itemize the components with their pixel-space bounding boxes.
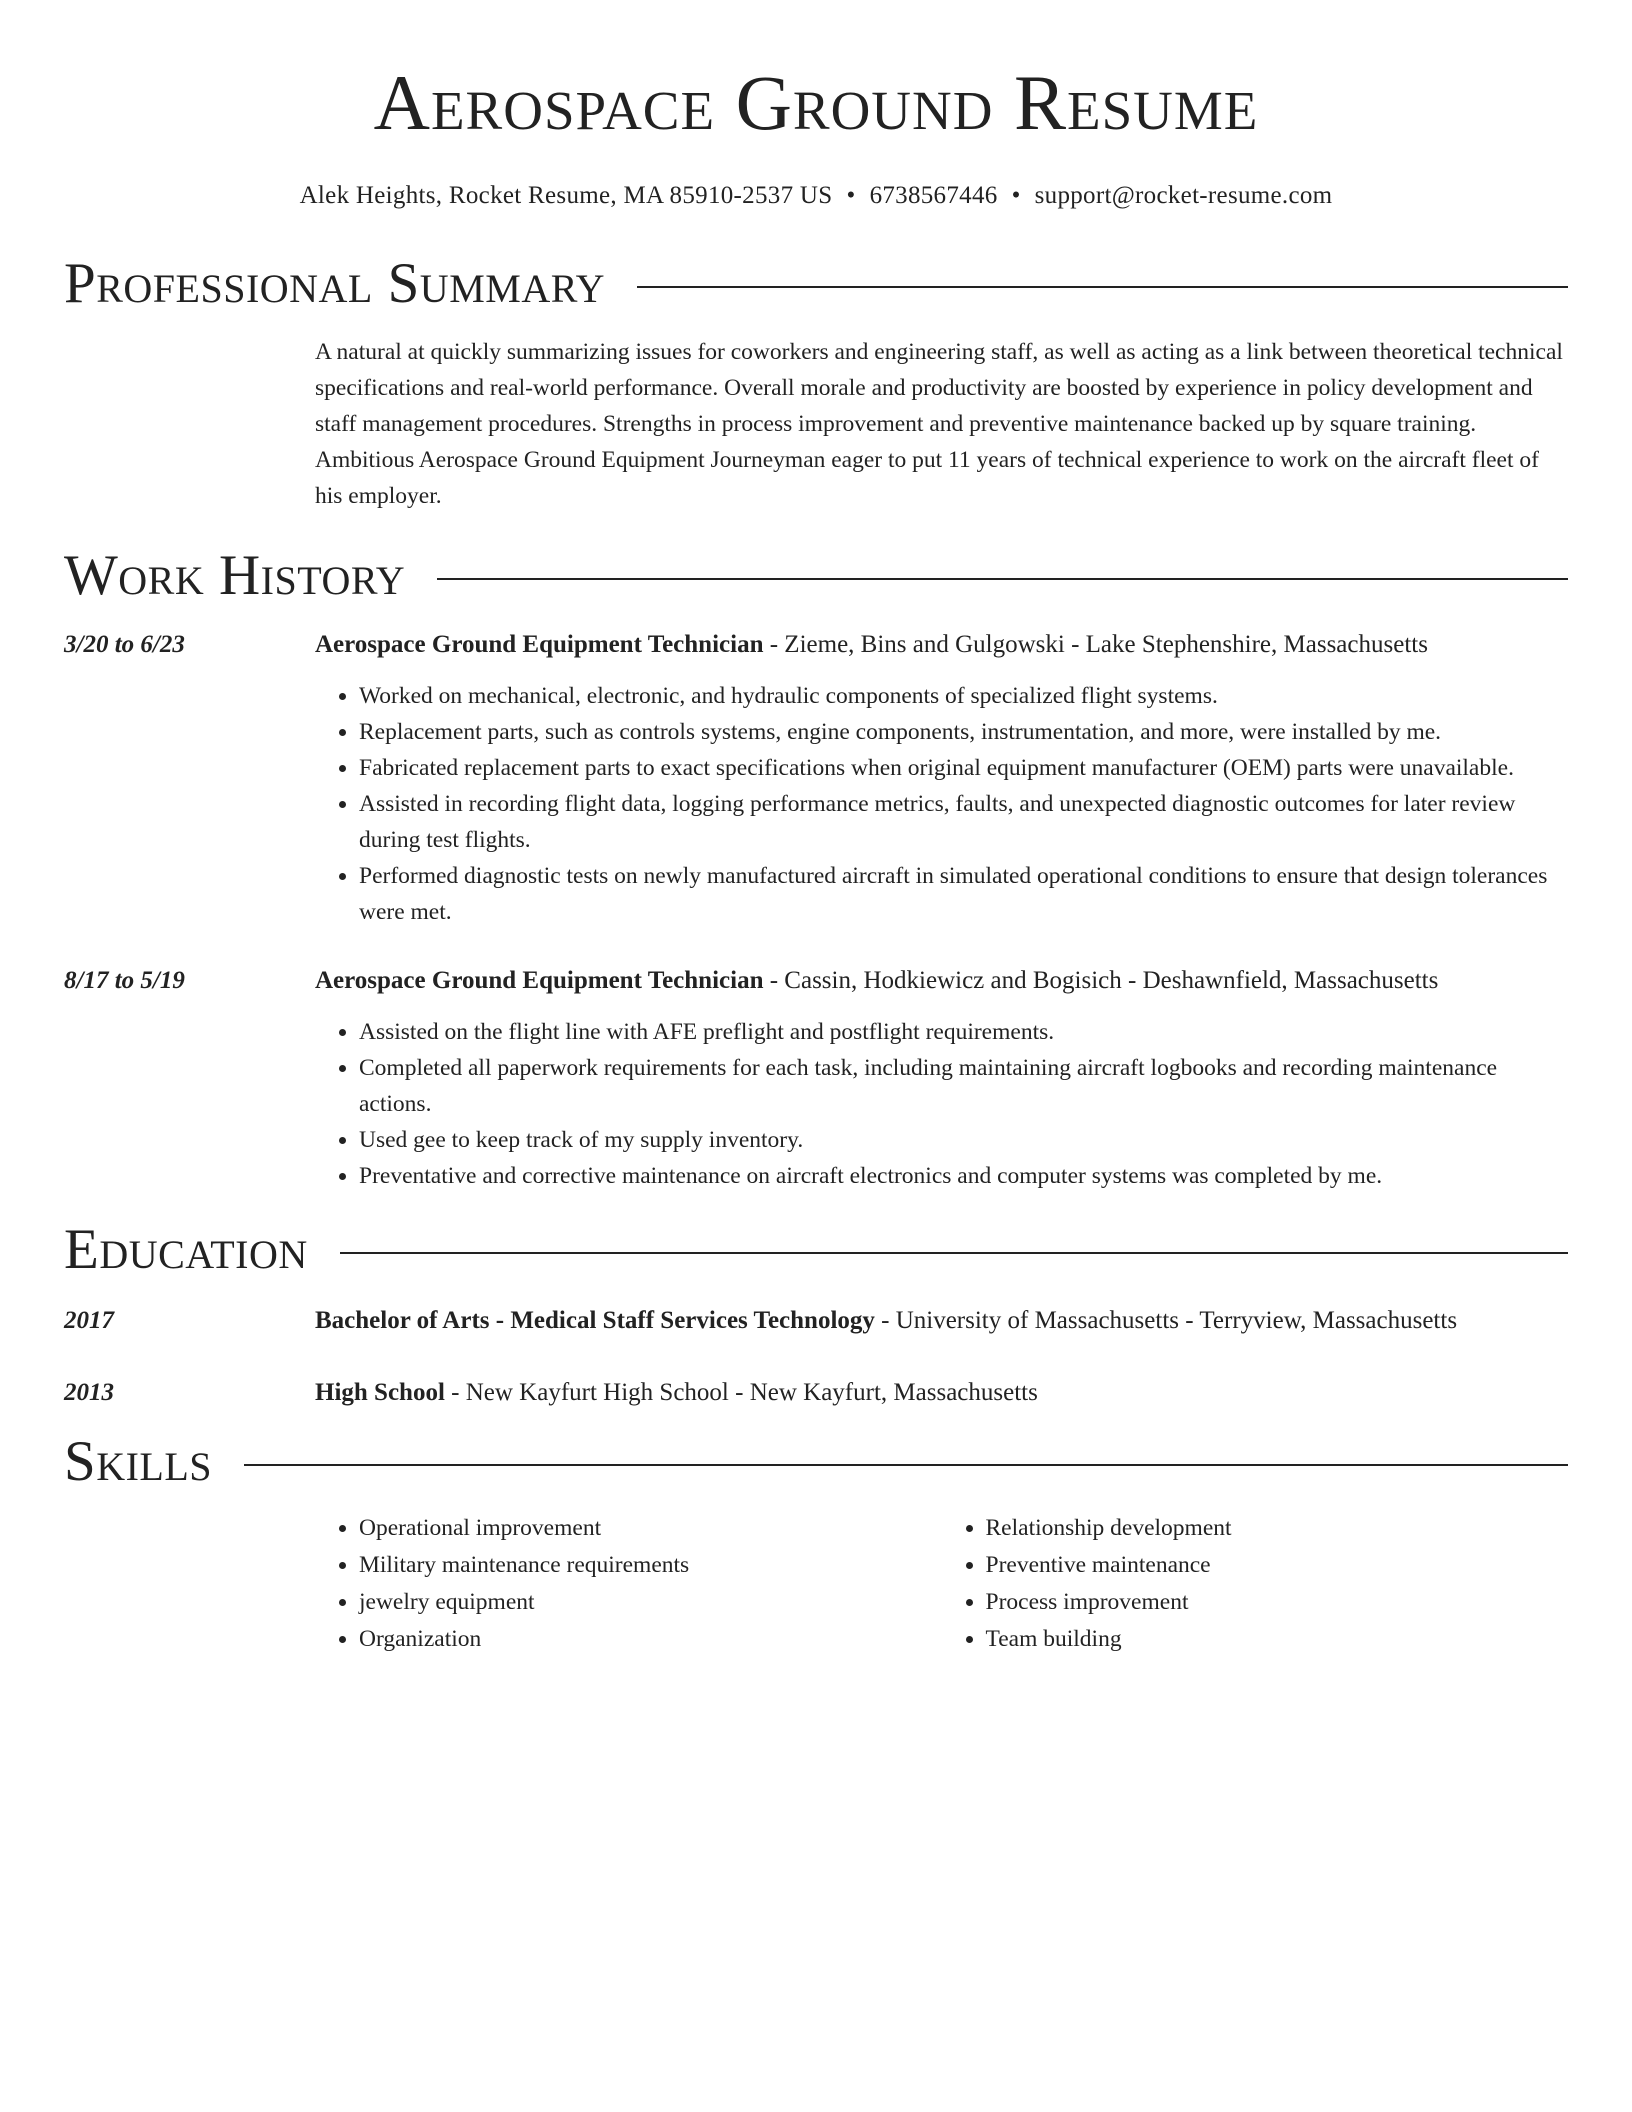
skill-item: • Relationship development bbox=[986, 1510, 1569, 1547]
degree-name: Bachelor of Arts - Medical Staff Services Technology bbox=[315, 1307, 875, 1334]
skills-column-right bbox=[942, 1510, 1569, 1658]
list-item: • Assisted in recording flight data, logging performance metrics, faults, and unexpected diagnostic outcomes for later review during test flights. bbox=[359, 786, 1568, 858]
skills-section-title: Skills bbox=[64, 1430, 213, 1493]
work-entry-bullets bbox=[315, 678, 1568, 930]
contact-separator: • bbox=[846, 182, 856, 209]
job-details: - Zieme, Bins and Gulgowski - Lake Stephenshire, Massachusetts bbox=[763, 631, 1428, 658]
section-divider bbox=[637, 286, 1568, 288]
school-details: - New Kayfurt High School - New Kayfurt, Massachusetts bbox=[444, 1379, 1038, 1406]
degree-name: High School bbox=[315, 1379, 445, 1406]
education-entry-body bbox=[315, 1304, 1568, 1338]
work-section-title: Work History bbox=[64, 544, 406, 607]
education-section-header bbox=[64, 1218, 1568, 1282]
skill-item: • Process improvement bbox=[986, 1584, 1569, 1621]
work-entry-bullets bbox=[315, 1014, 1568, 1194]
job-title: Aerospace Ground Equipment Technician bbox=[315, 631, 764, 658]
work-entry-dates: 3/20 to 6/23 bbox=[64, 631, 185, 658]
skill-item: • Organization bbox=[359, 1621, 942, 1658]
list-item: • Replacement parts, such as controls systems, engine components, instrumentation, and more, were installed by me. bbox=[359, 714, 1568, 750]
job-details: - Cassin, Hodkiewicz and Bogisich - Deshawnfield, Massachusetts bbox=[763, 967, 1439, 994]
list-item: • Completed all paperwork requirements for each task, including maintaining aircraft logbooks and recording maintenance actions. bbox=[359, 1050, 1568, 1122]
skill-item: • Operational improvement bbox=[359, 1510, 942, 1547]
school-details: - University of Massachusetts - Terryview, Massachusetts bbox=[874, 1307, 1458, 1334]
list-item: • Used gee to keep track of my supply inventory. bbox=[359, 1122, 1568, 1158]
education-year: 2017 bbox=[64, 1307, 114, 1334]
contact-line bbox=[64, 180, 1568, 212]
work-entry bbox=[64, 628, 1568, 930]
skill-item: • Military maintenance requirements bbox=[359, 1547, 942, 1584]
education-entry bbox=[64, 1376, 1568, 1410]
contact-email: support@rocket-resume.com bbox=[1034, 182, 1333, 209]
summary-text: A natural at quickly summarizing issues for coworkers and engineering staff, as well as acting as a link between theoretical technical specifications and real-world performance. Overall morale and productivity are boosted by experience in policy development and staff management procedures. Strengths in process improvement and preventive maintenance backed up by square training. Ambitious Aerospace Ground Equipment Journeyman eager to put 11 years of technical experience to work on the aircraft fleet of his employer. bbox=[315, 339, 1563, 509]
education-entry bbox=[64, 1304, 1568, 1338]
skill-item: • Team building bbox=[986, 1621, 1569, 1658]
work-entry-body bbox=[315, 964, 1568, 1194]
work-entry-heading bbox=[315, 964, 1568, 998]
education-section-title: Education bbox=[64, 1218, 308, 1281]
education-year: 2013 bbox=[64, 1379, 114, 1406]
work-section-header bbox=[64, 544, 1568, 608]
list-item: • Worked on mechanical, electronic, and hydraulic components of specialized flight systems. bbox=[359, 678, 1568, 714]
section-divider bbox=[437, 578, 1568, 580]
summary-section-title: Professional Summary bbox=[64, 252, 606, 315]
list-item: • Preventative and corrective maintenance on aircraft electronics and computer systems was completed by me. bbox=[359, 1158, 1568, 1194]
education-entry-heading bbox=[315, 1304, 1568, 1338]
work-entry bbox=[64, 964, 1568, 1194]
resume-name: Aerospace Ground Resume bbox=[373, 59, 1259, 146]
summary-section-header bbox=[64, 252, 1568, 316]
skills-list bbox=[315, 1510, 1568, 1658]
skill-item: • Preventive maintenance bbox=[986, 1547, 1569, 1584]
skill-item: • jewelry equipment bbox=[359, 1584, 942, 1621]
contact-phone: 6738567446 bbox=[869, 182, 998, 209]
skills-section-header bbox=[64, 1430, 1568, 1494]
list-item: • Performed diagnostic tests on newly manufactured aircraft in simulated operational conditions to ensure that design tolerances were met. bbox=[359, 858, 1568, 930]
work-entry-heading bbox=[315, 628, 1568, 662]
list-item: • Assisted on the flight line with AFE preflight and postflight requirements. bbox=[359, 1014, 1568, 1050]
work-entry-body bbox=[315, 628, 1568, 930]
list-item: • Fabricated replacement parts to exact specifications when original equipment manufacturer (OEM) parts were unavailable. bbox=[359, 750, 1568, 786]
education-entry-body bbox=[315, 1376, 1568, 1410]
education-entry-heading bbox=[315, 1376, 1568, 1410]
work-entry-dates: 8/17 to 5/19 bbox=[64, 967, 185, 994]
skills-column-left bbox=[315, 1510, 942, 1658]
contact-separator: • bbox=[1011, 182, 1021, 209]
section-divider bbox=[244, 1464, 1568, 1466]
section-divider bbox=[340, 1252, 1568, 1254]
job-title: Aerospace Ground Equipment Technician bbox=[315, 967, 764, 994]
contact-address: Alek Heights, Rocket Resume, MA 85910-2537 US bbox=[299, 182, 833, 209]
